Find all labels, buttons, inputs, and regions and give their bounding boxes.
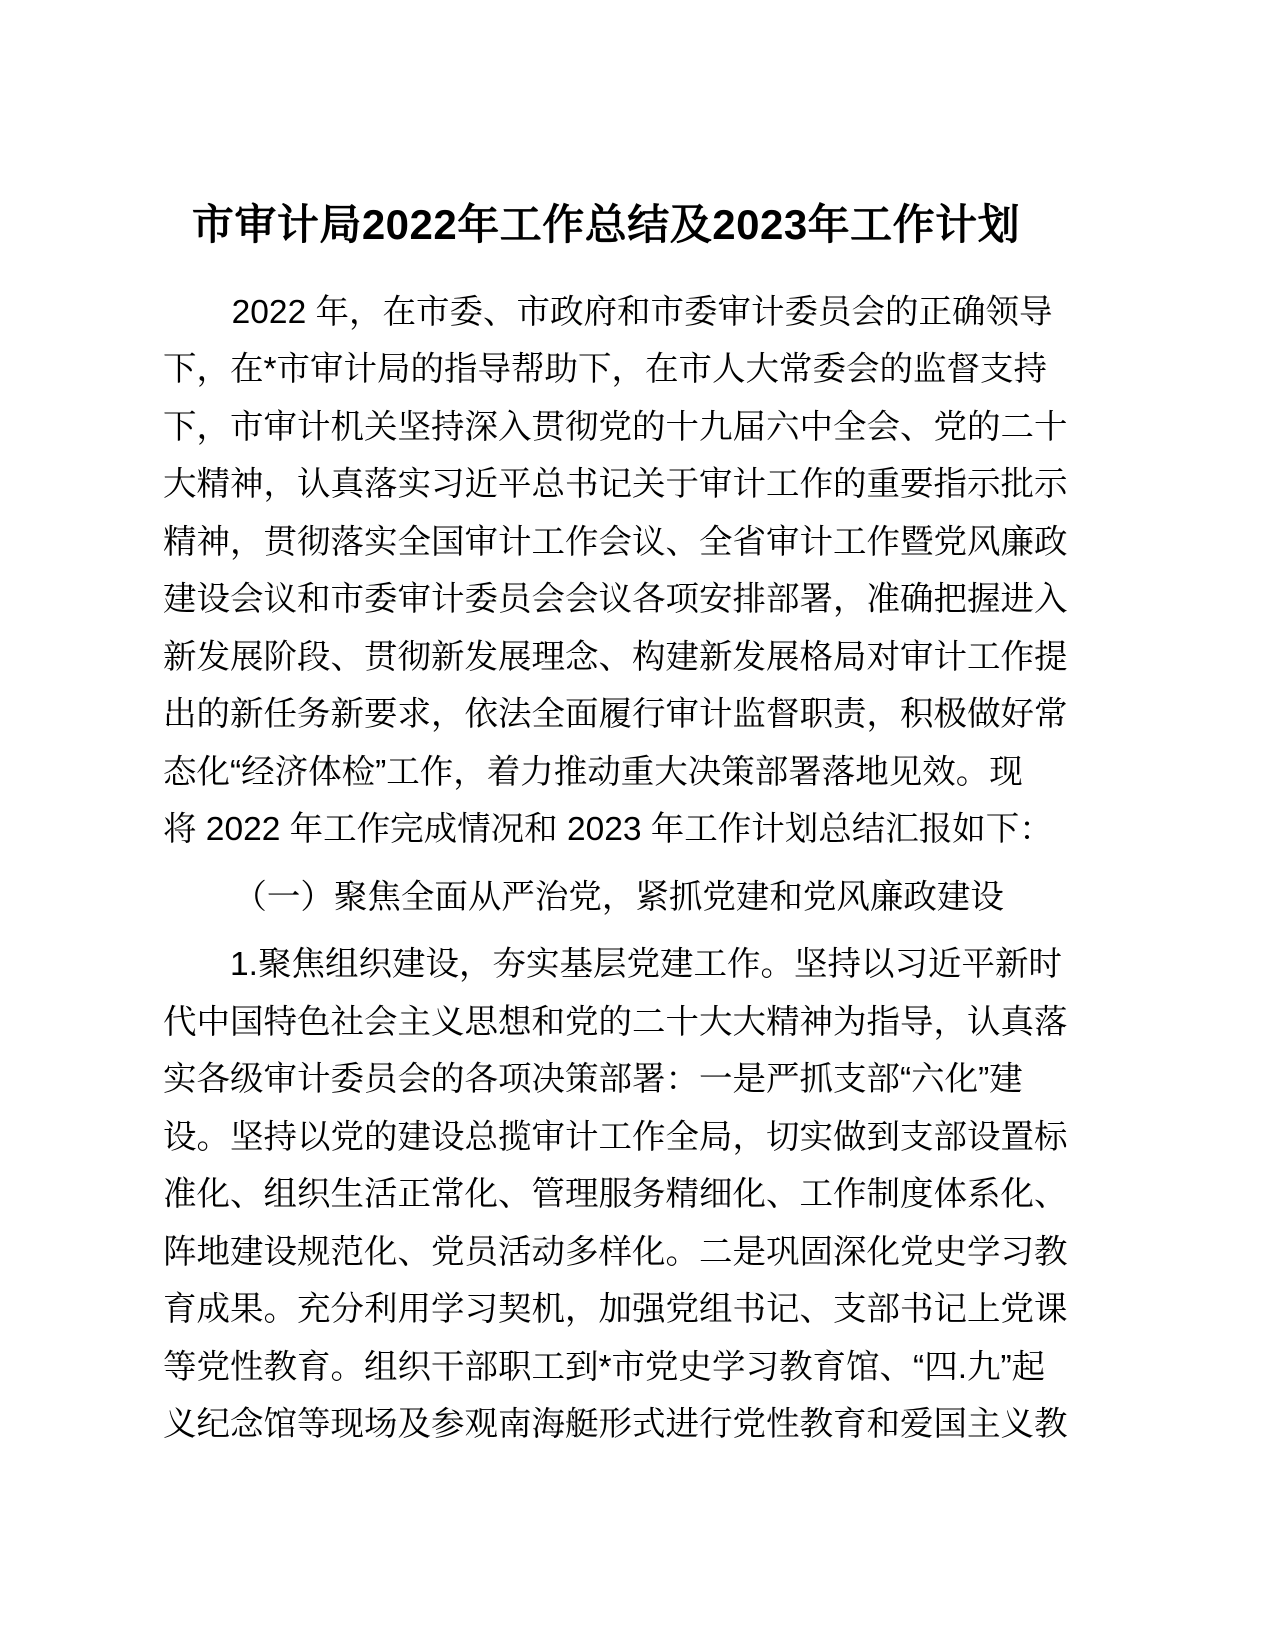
paragraph-line: 2022 年，在市委、市政府和市委审计委员会的正确领导 (231, 293, 1053, 331)
paragraph-line: 代中国特色社会主义思想和党的二十大大精神为指导，认真落 (163, 1003, 1068, 1041)
paragraph-line: 将 2022 年工作完成情况和 2023 年工作计划总结汇报如下： (163, 811, 1053, 849)
paragraph-line: 下，市审计机关坚持深入贯彻党的十九届六中全会、党的二十 (163, 408, 1068, 446)
paragraph-line: 育成果。充分利用学习契机，加强党组书记、支部书记上党课 (163, 1291, 1068, 1329)
paragraph-line: 设。坚持以党的建设总揽审计工作全局，切实做到支部设置标 (163, 1118, 1068, 1156)
paragraph-intro (163, 284, 1068, 859)
title-body-spacer (163, 270, 1049, 284)
section-heading: （一）聚焦全面从严治党，紧抓党建和党风廉政建设 (233, 878, 1004, 916)
paragraph-line: 实各级审计委员会的各项决策部署：一是严抓支部“六化”建 (163, 1061, 1023, 1099)
paragraph-line: 下，在*市审计局的指导帮助下，在市人大常委会的监督支持 (163, 351, 1048, 389)
paragraph-line: 义纪念馆等现场及参观南海艇形式进行党性教育和爱国主义教 (163, 1406, 1068, 1444)
paragraph-line: 建设会议和市委审计委员会会议各项安排部署，准确把握进入 (163, 581, 1068, 619)
paragraph-line: 1.聚焦组织建设，夯实基层党建工作。坚持以习近平新时 (230, 946, 1062, 984)
paragraph-line: 准化、组织生活正常化、管理服务精细化、工作制度体系化、 (163, 1176, 1068, 1214)
paragraph-subsection-1 (163, 936, 1068, 1454)
paragraph-line: 大精神，认真落实习近平总书记关于审计工作的重要指示批示 (163, 466, 1068, 504)
page-content-area (163, 195, 1068, 1454)
paragraph-line: 态化“经济体检”工作，着力推动重大决策部署落地见效。现 (163, 753, 1023, 791)
heading-gap (163, 926, 1049, 936)
paragraph-line: 精神，贯彻落实全国审计工作会议、全省审计工作暨党风廉政 (163, 523, 1068, 561)
paragraph-line: 新发展阶段、贯彻新发展理念、构建新发展格局对审计工作提 (163, 638, 1068, 676)
paragraph-line: 阵地建设规范化、党员活动多样化。二是巩固深化党史学习教 (163, 1233, 1068, 1271)
paragraph-gap (163, 859, 1049, 869)
paragraph-line: 出的新任务新要求，依法全面履行审计监督职责，积极做好常 (163, 696, 1068, 734)
page-title: 市审计局2022年工作总结及2023年工作计划 (191, 201, 1021, 248)
paragraph-line: 等党性教育。组织干部职工到*市党史学习教育馆、“四.九”起 (163, 1348, 1046, 1386)
